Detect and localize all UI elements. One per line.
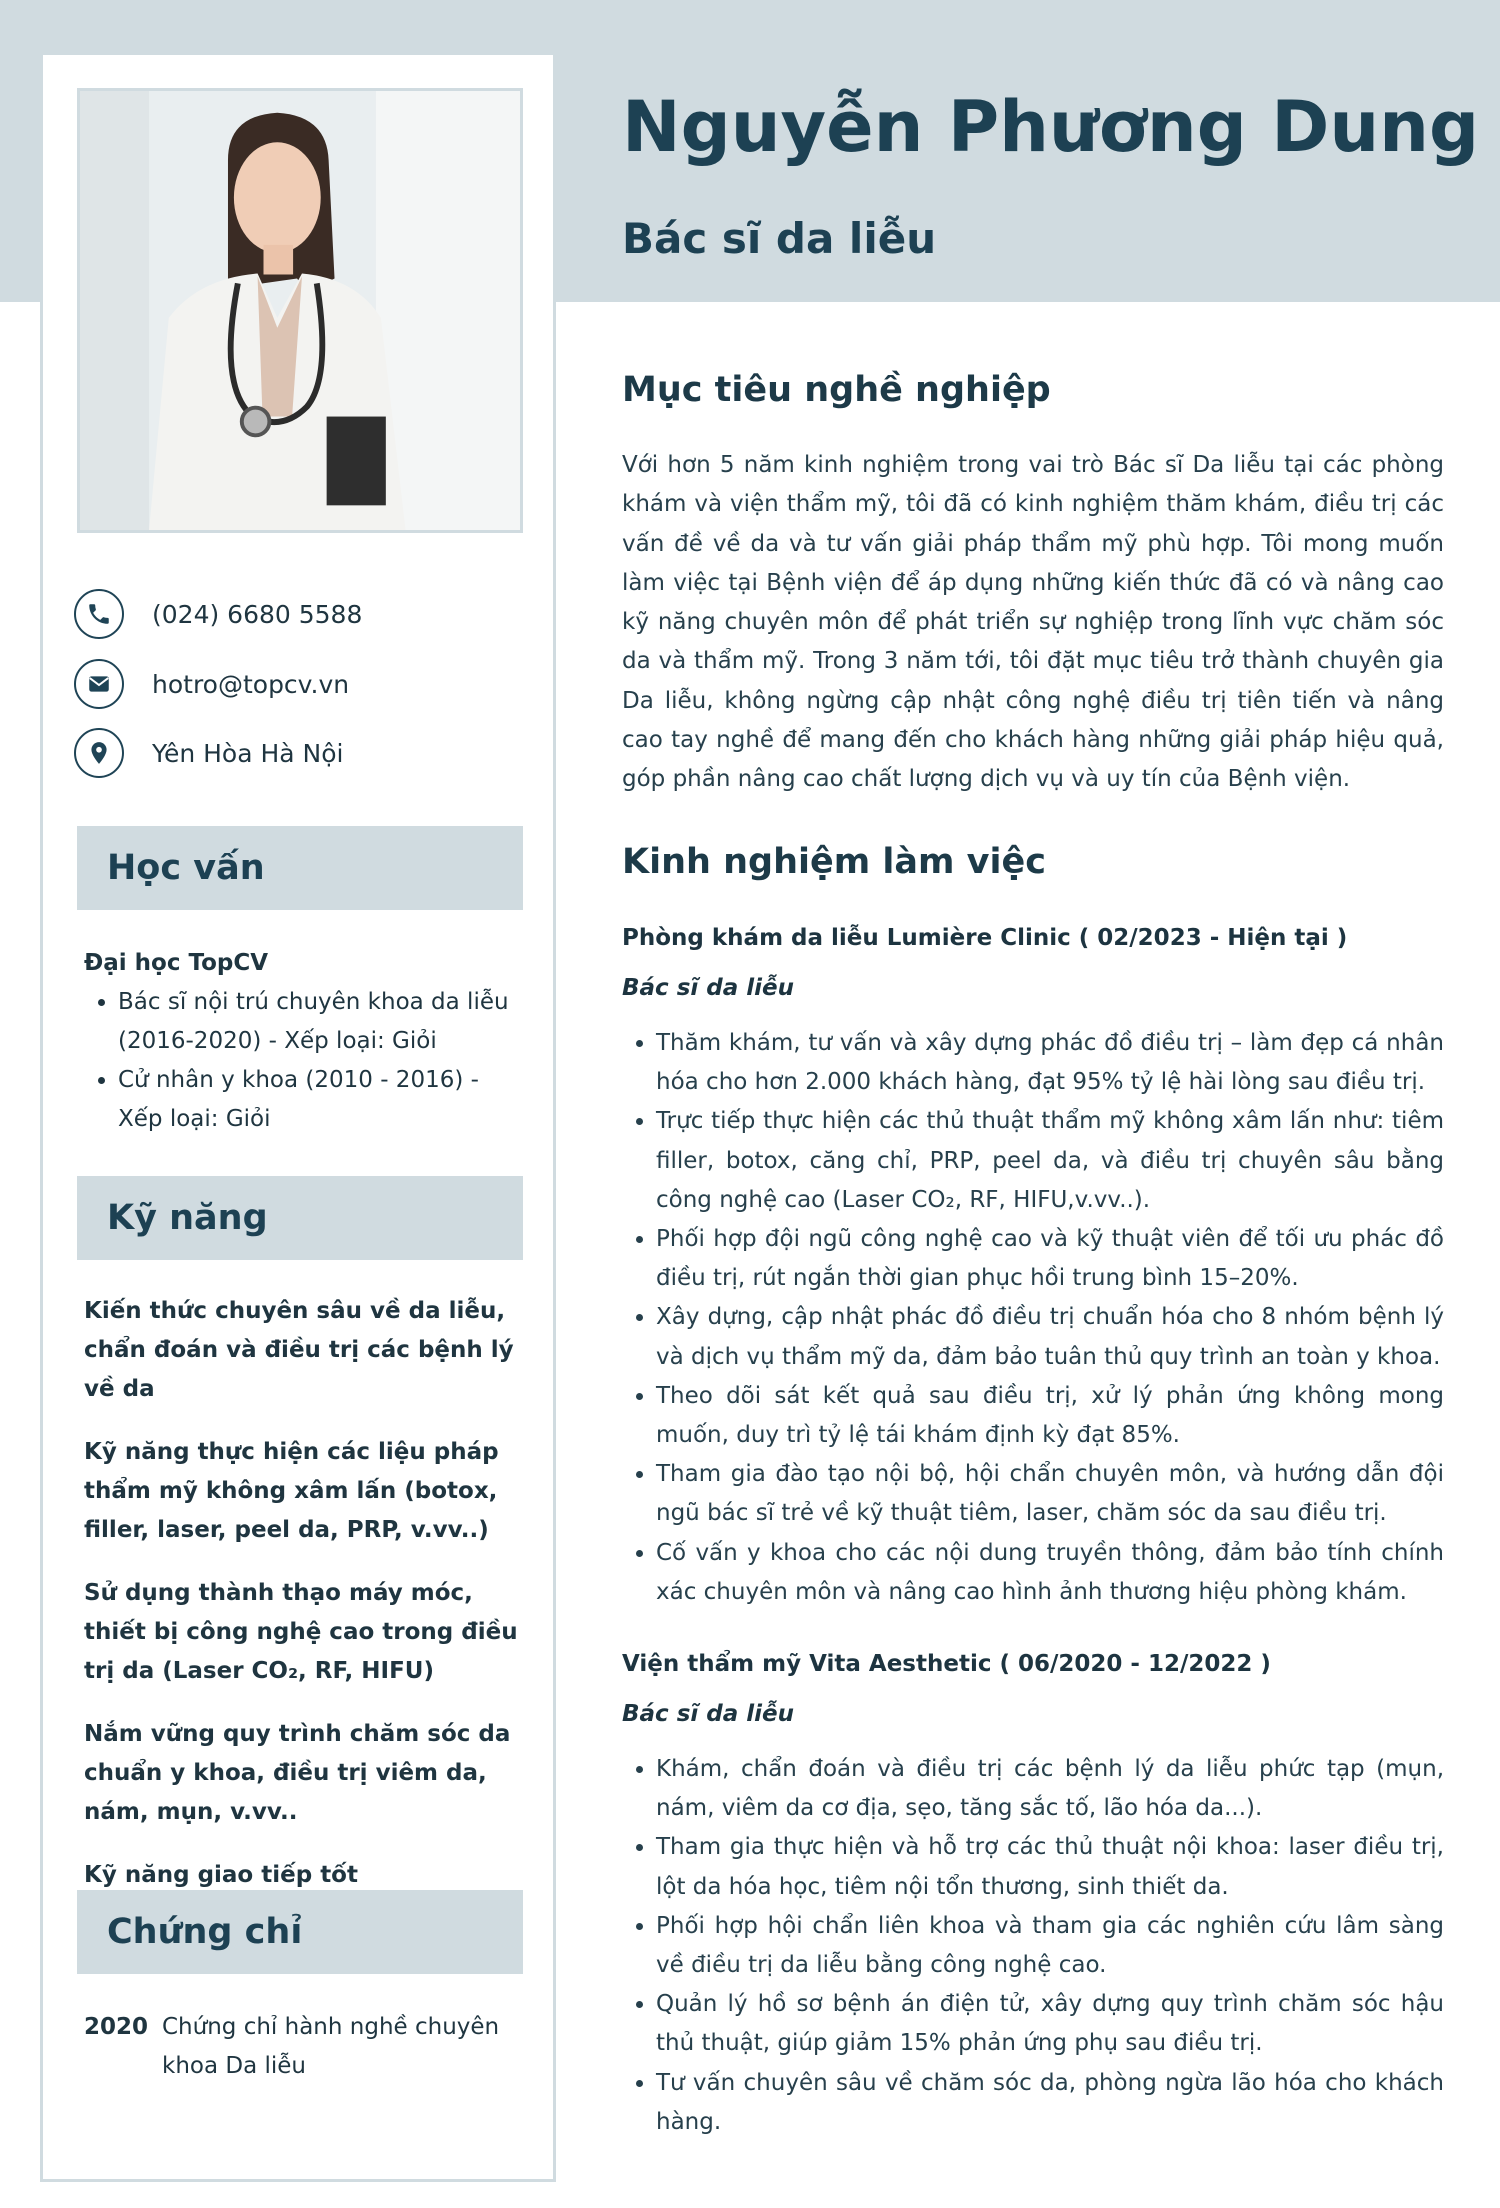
contact-address (74, 725, 544, 781)
job-company: Phòng khám da liễu Lumière Clinic ( 02/2023 - Hiện tại ) (622, 925, 1348, 951)
job-entry-1 (622, 922, 1444, 1612)
contact-email (74, 656, 544, 712)
candidate-title: Bác sĩ da liễu (622, 214, 937, 263)
objective-heading: Mục tiêu nghề nghiệp (622, 370, 1051, 410)
job-role: Bác sĩ da liễu (622, 1701, 795, 1727)
skill-item: Sử dụng thành thạo máy móc, thiết bị công nghệ cao trong điều trị da (Laser CO₂, RF, HIFU) (84, 1580, 518, 1684)
job-bullet: • Tư vấn chuyên sâu về chăm sóc da, phòng ngừa lão hóa cho khách hàng. (656, 2064, 1444, 2142)
email-icon (74, 659, 124, 709)
job-role: Bác sĩ da liễu (622, 975, 795, 1001)
skill-item: Kỹ năng giao tiếp tốt (84, 1862, 358, 1888)
certificate-year: 2020 (84, 2014, 149, 2040)
job-bullet: • Phối hợp đội ngũ công nghệ cao và kỹ thuật viên để tối ưu phác đồ điều trị, rút ngắn thời gian phục hồi trung bình 15–20%. (656, 1220, 1444, 1298)
skill-item: Kỹ năng thực hiện các liệu pháp thẩm mỹ không xâm lấn (botox, filler, laser, peel da, PRP, v.vv..) (84, 1439, 499, 1543)
job-bullet: • Khám, chẩn đoán và điều trị các bệnh lý da liễu phức tạp (mụn, nám, viêm da cơ địa, sẹo, tăng sắc tố, lão hóa da...). (656, 1750, 1444, 1828)
education-heading: Học vấn (77, 826, 523, 910)
job-bullet: • Xây dựng, cập nhật phác đồ điều trị chuẩn hóa cho 8 nhóm bệnh lý và dịch vụ thẩm mỹ da, đảm bảo tuân thủ quy trình an toàn y khoa. (656, 1298, 1444, 1376)
education-item: • Cử nhân y khoa (2010 - 2016) - Xếp loại: Giỏi (118, 1061, 524, 1139)
skills-section (84, 1292, 524, 1919)
location-icon (74, 728, 124, 778)
education-section (84, 944, 524, 1139)
certificates-heading: Chứng chỉ (77, 1890, 523, 1974)
job-entry-2 (622, 1648, 1444, 2142)
skill-item: Nắm vững quy trình chăm sóc da chuẩn y khoa, điều trị viêm da, nám, mụn, v.vv.. (84, 1721, 511, 1825)
candidate-name: Nguyễn Phương Dung (622, 86, 1480, 168)
phone-text: (024) 6680 5588 (152, 599, 363, 629)
job-bullet: • Cố vấn y khoa cho các nội dung truyền thông, đảm bảo tính chính xác chuyên môn và nâng cao hình ảnh thương hiệu phòng khám. (656, 1534, 1444, 1612)
phone-icon (74, 589, 124, 639)
job-bullet: • Phối hợp hội chẩn liên khoa và tham gia các nghiên cứu lâm sàng về điều trị da liễu bằng công nghệ cao. (656, 1907, 1444, 1985)
experience-heading: Kinh nghiệm làm việc (622, 842, 1046, 882)
objective-text: Với hơn 5 năm kinh nghiệm trong vai trò Bác sĩ Da liễu tại các phòng khám và viện thẩm mỹ, tôi đã có kinh nghiệm thăm khám, điều trị các vấn đề về da và tư vấn giải pháp thẩm mỹ phù hợp. Tôi mong muốn làm việc tại Bệnh viện để áp dụng những kiến thức đã có và nâng cao kỹ năng chuyên môn để phát triển sự nghiệp trong lĩnh vực chăm sóc da và thẩm mỹ. Trong 3 năm tới, tôi đặt mục tiêu trở thành chuyên gia Da liễu, không ngừng cập nhật công nghệ điều trị tiên tiến và nâng cao tay nghề để mang đến cho khách hàng những giải pháp hiệu quả, góp phần nâng cao chất lượng dịch vụ và uy tín của Bệnh viện. (622, 452, 1444, 793)
job-bullet: • Theo dõi sát kết quả sau điều trị, xử lý phản ứng không mong muốn, duy trì tỷ lệ tái khám định kỳ đạt 85%. (656, 1377, 1444, 1455)
job-bullet: • Thăm khám, tư vấn và xây dựng phác đồ điều trị – làm đẹp cá nhân hóa cho hơn 2.000 khách hàng, đạt 95% tỷ lệ hài lòng sau điều trị. (656, 1024, 1444, 1102)
job-bullet: • Tham gia đào tạo nội bộ, hội chẩn chuyên môn, và hướng dẫn đội ngũ bác sĩ trẻ về kỹ thuật tiêm, laser, chăm sóc da sau điều trị. (656, 1455, 1444, 1533)
job-bullet: • Quản lý hồ sơ bệnh án điện tử, xây dựng quy trình chăm sóc hậu thủ thuật, giúp giảm 15% phản ứng phụ sau điều trị. (656, 1985, 1444, 2063)
profile-photo (77, 88, 523, 533)
certificate-name: Chứng chỉ hành nghề chuyên khoa Da liễu (162, 2014, 500, 2079)
address-text: Yên Hòa Hà Nội (152, 738, 344, 768)
certificate-item (84, 2008, 524, 2086)
job-company: Viện thẩm mỹ Vita Aesthetic ( 06/2020 - 12/2022 ) (622, 1651, 1271, 1677)
education-item: • Bác sĩ nội trú chuyên khoa da liễu (2016-2020) - Xếp loại: Giỏi (118, 983, 524, 1061)
skills-heading: Kỹ năng (77, 1176, 523, 1260)
job-bullet: • Trực tiếp thực hiện các thủ thuật thẩm mỹ không xâm lấn như: tiêm filler, botox, căng chỉ, PRP, peel da, và điều trị chuyên sâu bằng công nghệ cao (Laser CO₂, RF, HIFU,v.vv..). (656, 1102, 1444, 1220)
email-text: hotro@topcv.vn (152, 669, 350, 699)
contact-phone (74, 586, 544, 642)
job-bullet: • Tham gia thực hiện và hỗ trợ các thủ thuật nội khoa: laser điều trị, lột da hóa học, tiêm nội tổn thương, sinh thiết da. (656, 1828, 1444, 1906)
school-name: Đại học TopCV (84, 950, 269, 976)
skill-item: Kiến thức chuyên sâu về da liễu, chẩn đoán và điều trị các bệnh lý về da (84, 1298, 514, 1402)
